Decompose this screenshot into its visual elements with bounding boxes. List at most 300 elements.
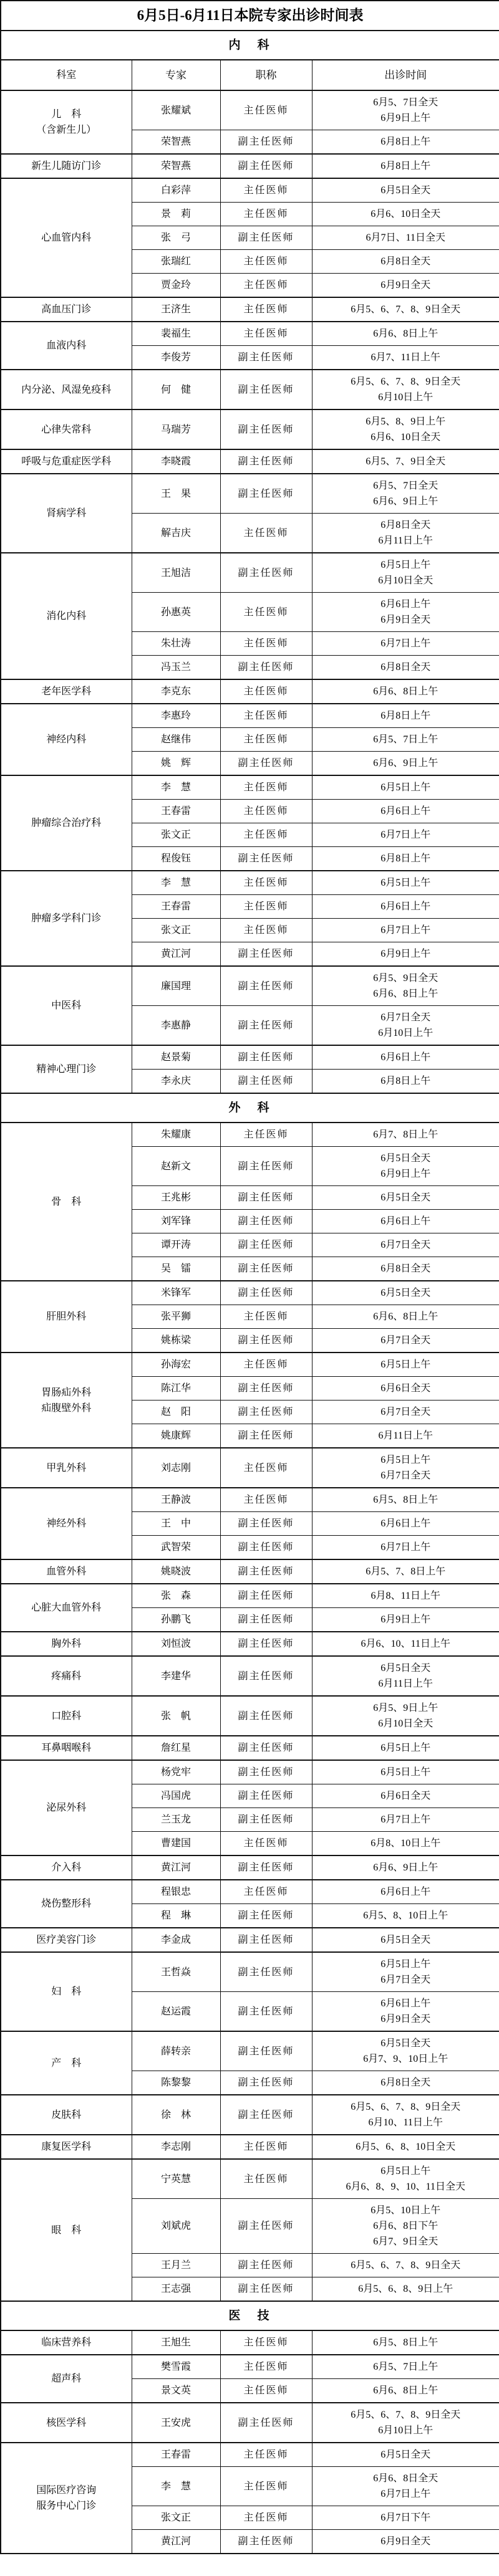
text-line: 皮肤科: [51, 2109, 82, 2120]
visit-time-cell: [312, 1928, 499, 1952]
doctor-rank-cell: 副主任医师: [220, 346, 312, 370]
doctor-name-cell: 王春雷: [132, 800, 220, 823]
department-cell: [1, 704, 132, 775]
text-line: 6月6日上午: [380, 1887, 431, 1897]
doctor-name-cell: 陈黎黎: [132, 2071, 220, 2095]
text-line: 6月5日上午: [380, 782, 431, 793]
doctor-name-cell: 刘恒波: [132, 1632, 220, 1656]
doctor-rank-cell: 副主任医师: [220, 130, 312, 155]
doctor-name-cell: 黄江河: [132, 1855, 220, 1880]
doctor-row: [1, 1488, 499, 1512]
text-line: 6月10日全天: [378, 1718, 434, 1729]
text-line: 6月8、11日上午: [371, 1591, 440, 1601]
text-line: 6月5、6、7、8、9日全天: [351, 2260, 461, 2271]
doctor-name-cell: 廉国理: [132, 966, 220, 1006]
visit-time-cell: [312, 593, 499, 632]
text-line: 6月8日全天: [380, 256, 431, 267]
text-line: 6月5日上午: [380, 1767, 431, 1778]
doctor-rank-cell: 副主任医师: [220, 1257, 312, 1281]
doctor-name-cell: 姚栋梁: [132, 1329, 220, 1353]
doctor-row: [1, 2031, 499, 2071]
visit-time-cell: [312, 1855, 499, 1880]
doctor-rank-cell: 主任医师: [220, 1488, 312, 1512]
text-line: 6月7日全天: [380, 1012, 431, 1023]
doctor-row: [1, 1952, 499, 1992]
doctor-name-cell: 荣智燕: [132, 154, 220, 178]
doctor-row: [1, 2159, 499, 2199]
visit-time-cell: [312, 90, 499, 130]
section-header: 医 技: [1, 2301, 499, 2330]
doctor-name-cell: 张 帆: [132, 1696, 220, 1736]
column-header: 出诊时间: [312, 60, 499, 90]
text-line: 6月10日上午: [378, 1028, 434, 1038]
text-line: 烧伤整形科: [41, 1898, 92, 1909]
visit-time-cell: [312, 775, 499, 800]
doctor-rank-cell: 副主任医师: [220, 1329, 312, 1353]
doctor-name-cell: 张耀斌: [132, 90, 220, 130]
text-line: 介入科: [51, 1862, 82, 1873]
visit-time-cell: [312, 1353, 499, 1377]
text-line: 医疗美容门诊: [36, 1935, 97, 1945]
visit-time-cell: [312, 1377, 499, 1401]
department-cell: [1, 2355, 132, 2403]
visit-time-cell: [312, 2277, 499, 2302]
doctor-row: [1, 178, 499, 203]
doctor-name-cell: 王安虎: [132, 2403, 220, 2443]
visit-time-cell: [312, 203, 499, 226]
text-line: 6月6、10日全天: [371, 209, 441, 219]
text-line: 胸外科: [51, 1639, 82, 1649]
text-line: 6月6、8日下午: [373, 2221, 438, 2231]
doctor-rank-cell: 主任医师: [220, 823, 312, 847]
text-line: 高血压门诊: [41, 304, 92, 315]
doctor-rank-cell: 主任医师: [220, 632, 312, 656]
visit-time-cell: [312, 1401, 499, 1424]
doctor-name-cell: 朱壮涛: [132, 632, 220, 656]
text-line: 消化内科: [46, 611, 87, 621]
department-cell: [1, 2403, 132, 2443]
doctor-row: [1, 90, 499, 130]
doctor-name-cell: 李 慧: [132, 871, 220, 895]
visit-time-cell: [312, 847, 499, 871]
doctor-name-cell: 刘斌虎: [132, 2199, 220, 2254]
doctor-rank-cell: 主任医师: [220, 178, 312, 203]
text-line: 6月9日上午: [380, 1614, 431, 1625]
doctor-rank-cell: 主任医师: [220, 1123, 312, 1147]
doctor-rank-cell: 主任医师: [220, 1353, 312, 1377]
visit-time-cell: [312, 409, 499, 449]
doctor-name-cell: 孙惠英: [132, 593, 220, 632]
department-cell: [1, 1353, 132, 1448]
visit-time-cell: [312, 1736, 499, 1760]
visit-time-cell: [312, 1186, 499, 1210]
text-line: 6月6、8日上午: [373, 2385, 438, 2396]
doctor-row: [1, 775, 499, 800]
text-line: 眼 科: [51, 2224, 82, 2236]
visit-time-cell: [312, 2199, 499, 2254]
visit-time-cell: [312, 1210, 499, 1233]
visit-time-cell: [312, 1070, 499, 1094]
visit-time-cell: [312, 1448, 499, 1488]
department-cell: [1, 2159, 132, 2301]
doctor-rank-cell: 主任医师: [220, 203, 312, 226]
department-cell: [1, 2095, 132, 2135]
visit-time-cell: [312, 656, 499, 680]
text-line: 6月5、7日上午: [373, 2362, 438, 2372]
text-line: 6月9日上午: [380, 949, 431, 959]
doctor-name-cell: 李永庆: [132, 1070, 220, 1094]
doctor-name-cell: 张文正: [132, 919, 220, 942]
doctor-name-cell: 姚康辉: [132, 1424, 220, 1448]
visit-time-cell: [312, 178, 499, 203]
department-cell: [1, 1696, 132, 1736]
doctor-name-cell: 张平狮: [132, 1305, 220, 1329]
department-cell: [1, 966, 132, 1045]
doctor-rank-cell: 副主任医师: [220, 2403, 312, 2443]
text-line: 6月8日上午: [380, 853, 431, 864]
department-cell: [1, 474, 132, 553]
text-line: 6月7、11日上午: [371, 352, 440, 363]
text-line: 6月5、8日上午: [373, 1495, 438, 1505]
doctor-name-cell: 王 中: [132, 1512, 220, 1536]
doctor-name-cell: 李惠玲: [132, 704, 220, 728]
visit-time-cell: [312, 2530, 499, 2554]
text-line: 6月10日上午: [378, 2425, 434, 2436]
department-cell: [1, 1632, 132, 1656]
text-line: 6月5、10日上午: [371, 2205, 441, 2216]
text-line: 6月6日上午: [380, 901, 431, 912]
visit-time-cell: [312, 2443, 499, 2467]
doctor-rank-cell: 主任医师: [220, 895, 312, 919]
text-line: 6月11日上午: [378, 535, 433, 546]
text-line: 心脏大血管外科: [31, 1602, 102, 1613]
doctor-name-cell: 赵 阳: [132, 1401, 220, 1424]
visit-time-cell: [312, 2330, 499, 2355]
visit-time-cell: [312, 1808, 499, 1832]
text-line: （含新生儿）: [36, 125, 97, 135]
visit-time-cell: [312, 942, 499, 967]
department-cell: [1, 449, 132, 474]
visit-time-cell: [312, 1880, 499, 1904]
department-cell: [1, 2135, 132, 2159]
visit-time-cell: [312, 226, 499, 250]
text-line: 6月5日全天: [380, 185, 431, 196]
doctor-name-cell: 王济生: [132, 297, 220, 322]
doctor-rank-cell: 副主任医师: [220, 1377, 312, 1401]
department-cell: [1, 2031, 132, 2095]
department-cell: [1, 1760, 132, 1855]
text-line: 6月11日上午: [378, 1430, 433, 1441]
doctor-row: [1, 1736, 499, 1760]
doctor-name-cell: 李志刚: [132, 2135, 220, 2159]
doctor-rank-cell: 主任医师: [220, 2135, 312, 2159]
visit-time-cell: [312, 2254, 499, 2277]
text-line: 疝腹壁外科: [41, 1402, 92, 1414]
department-cell: [1, 154, 132, 178]
doctor-row: [1, 966, 499, 1006]
doctor-rank-cell: 副主任医师: [220, 1070, 312, 1094]
doctor-name-cell: 兰玉龙: [132, 1808, 220, 1832]
visit-time-cell: [312, 704, 499, 728]
doctor-row: [1, 1632, 499, 1656]
doctor-rank-cell: 主任医师: [220, 1448, 312, 1488]
visit-time-cell: [312, 752, 499, 776]
doctor-rank-cell: 副主任医师: [220, 1147, 312, 1186]
doctor-name-cell: 李俊芳: [132, 346, 220, 370]
text-line: 超声科: [51, 2373, 82, 2384]
doctor-rank-cell: 副主任医师: [220, 1608, 312, 1632]
visit-time-cell: [312, 154, 499, 178]
doctor-name-cell: 景 莉: [132, 203, 220, 226]
doctor-row: [1, 704, 499, 728]
visit-time-cell: [312, 823, 499, 847]
doctor-rank-cell: 主任医师: [220, 250, 312, 274]
text-line: 6月5日全天: [380, 1192, 431, 1203]
doctor-name-cell: 曹建国: [132, 1832, 220, 1856]
doctor-row: [1, 1584, 499, 1608]
text-line: 6月5、6、7、8、9日全天: [351, 304, 461, 315]
text-line: 6月6、8日上午: [373, 686, 438, 697]
visit-time-cell: [312, 1257, 499, 1281]
department-cell: [1, 1952, 132, 2031]
text-line: 泌尿外科: [46, 1803, 87, 1813]
doctor-rank-cell: 主任医师: [220, 1832, 312, 1856]
doctor-rank-cell: 副主任医师: [220, 1281, 312, 1305]
visit-time-cell: [312, 1632, 499, 1656]
doctor-name-cell: 詹红星: [132, 1736, 220, 1760]
text-line: 6月9日全天: [380, 2536, 431, 2547]
department-cell: [1, 1584, 132, 1632]
department-cell: [1, 1488, 132, 1559]
text-line: 心血管内科: [41, 232, 92, 243]
visit-time-cell: [312, 1123, 499, 1147]
visit-time-cell: [312, 514, 499, 553]
doctor-name-cell: 李 慧: [132, 2467, 220, 2506]
doctor-name-cell: 谭开涛: [132, 1233, 220, 1257]
text-line: 6月6、9日上午: [373, 758, 438, 768]
doctor-rank-cell: 主任医师: [220, 871, 312, 895]
doctor-name-cell: 贾金玲: [132, 274, 220, 298]
doctor-name-cell: 解吉庆: [132, 514, 220, 553]
visit-time-cell: [312, 1904, 499, 1928]
doctor-row: [1, 322, 499, 346]
text-line: 血液内科: [46, 340, 87, 351]
text-line: 中医科: [51, 1000, 82, 1011]
page-title: 6月5日-6月11日本院专家出诊时间表: [1, 1, 499, 31]
visit-time-cell: [312, 1832, 499, 1856]
visit-time-cell: [312, 274, 499, 298]
doctor-name-cell: 冯国虎: [132, 1784, 220, 1808]
text-line: 6月7日下午: [380, 2512, 431, 2523]
text-line: 6月6日上午: [380, 599, 431, 610]
doctor-row: [1, 154, 499, 178]
doctor-name-cell: 王志强: [132, 2277, 220, 2302]
doctor-rank-cell: 副主任医师: [220, 966, 312, 1006]
text-line: 6月5日全天: [380, 1288, 431, 1298]
text-line: 6月5、9日上午: [373, 1703, 438, 1713]
section-header: 内 科: [1, 31, 499, 60]
text-line: 6月5日上午: [380, 878, 431, 888]
text-line: 康复医学科: [41, 2142, 92, 2152]
doctor-rank-cell: 主任医师: [220, 2506, 312, 2530]
doctor-name-cell: 裴福生: [132, 322, 220, 346]
text-line: 6月8日全天: [380, 520, 431, 530]
visit-time-cell: [312, 553, 499, 593]
doctor-name-cell: 赵运霞: [132, 1992, 220, 2032]
text-line: 6月6日上午: [380, 1052, 431, 1063]
doctor-row: [1, 449, 499, 474]
doctor-row: [1, 2095, 499, 2135]
text-line: 6月6、9日上午: [373, 1862, 438, 1873]
text-line: 6月5、8日上午: [373, 2337, 438, 2348]
visit-time-cell: [312, 2355, 499, 2379]
text-line: 6月6日全天: [380, 1791, 431, 1801]
doctor-name-cell: 赵继伟: [132, 728, 220, 752]
doctor-row: [1, 1281, 499, 1305]
text-line: 6月5日上午: [380, 1455, 431, 1465]
section-header: 外 科: [1, 1093, 499, 1123]
doctor-row: [1, 474, 499, 514]
visit-time-cell: [312, 2135, 499, 2159]
text-line: 精神心理门诊: [36, 1064, 97, 1075]
visit-time-cell: [312, 2467, 499, 2506]
doctor-name-cell: 张 森: [132, 1584, 220, 1608]
visit-time-cell: [312, 1329, 499, 1353]
doctor-rank-cell: 主任医师: [220, 800, 312, 823]
visit-time-cell: [312, 370, 499, 409]
doctor-rank-cell: 副主任医师: [220, 2095, 312, 2135]
visit-time-cell: [312, 2403, 499, 2443]
text-line: 6月5日上午: [380, 560, 431, 570]
visit-time-cell: [312, 1233, 499, 1257]
visit-time-cell: [312, 1045, 499, 1070]
visit-time-cell: [312, 1305, 499, 1329]
doctor-rank-cell: 副主任医师: [220, 2254, 312, 2277]
text-line: 6月8日全天: [380, 1263, 431, 1274]
department-cell: [1, 1281, 132, 1353]
department-cell: [1, 2443, 132, 2554]
text-line: 6月5日上午: [380, 1743, 431, 1753]
column-header: 科室: [1, 60, 132, 90]
doctor-rank-cell: 副主任医师: [220, 1584, 312, 1608]
text-line: 产 科: [51, 2057, 82, 2069]
text-line: 6月6、8日上午: [373, 328, 438, 339]
text-line: 6月8日上午: [380, 711, 431, 721]
doctor-rank-cell: 副主任医师: [220, 1696, 312, 1736]
doctor-rank-cell: 副主任医师: [220, 474, 312, 514]
visit-time-cell: [312, 1147, 499, 1186]
doctor-name-cell: 张文正: [132, 823, 220, 847]
text-line: 国际医疗咨询: [36, 2485, 97, 2496]
text-line: 6月7、9日全天: [373, 2236, 438, 2247]
visit-time-cell: [312, 130, 499, 155]
visit-time-cell: [312, 2095, 499, 2135]
text-line: 临床营养科: [41, 2337, 92, 2348]
doctor-rank-cell: 主任医师: [220, 593, 312, 632]
doctor-rank-cell: 主任医师: [220, 90, 312, 130]
doctor-rank-cell: 副主任医师: [220, 226, 312, 250]
doctor-rank-cell: 副主任医师: [220, 2530, 312, 2554]
visit-time-cell: [312, 919, 499, 942]
text-line: 肿瘤综合治疗科: [31, 818, 102, 828]
text-line: 6月5、8、10日上午: [363, 1910, 448, 1921]
text-line: 肿瘤多学科门诊: [31, 913, 102, 924]
visit-time-cell: [312, 1424, 499, 1448]
doctor-rank-cell: 主任医师: [220, 1305, 312, 1329]
visit-time-cell: [312, 1512, 499, 1536]
department-cell: [1, 297, 132, 322]
doctor-name-cell: 荣智燕: [132, 130, 220, 155]
visit-time-cell: [312, 895, 499, 919]
text-line: 6月8日全天: [380, 2077, 431, 2088]
doctor-name-cell: 王月兰: [132, 2254, 220, 2277]
doctor-name-cell: 马瑞芳: [132, 409, 220, 449]
doctor-row: [1, 1045, 499, 1070]
visit-time-cell: [312, 966, 499, 1006]
doctor-rank-cell: 主任医师: [220, 2467, 312, 2506]
section-row: [1, 31, 499, 60]
doctor-name-cell: 刘志刚: [132, 1448, 220, 1488]
doctor-row: [1, 409, 499, 449]
doctor-rank-cell: 副主任医师: [220, 154, 312, 178]
visit-time-cell: [312, 449, 499, 474]
doctor-name-cell: 王静波: [132, 1488, 220, 1512]
department-cell: [1, 1123, 132, 1281]
doctor-name-cell: 李晓霞: [132, 449, 220, 474]
text-line: 6月5日上午: [380, 2166, 431, 2176]
visit-time-cell: [312, 1992, 499, 2032]
visit-time-cell: [312, 2031, 499, 2071]
department-cell: [1, 1448, 132, 1488]
text-line: 疼痛科: [51, 1670, 82, 1682]
doctor-rank-cell: 副主任医师: [220, 942, 312, 967]
doctor-rank-cell: 副主任医师: [220, 656, 312, 680]
text-line: 6月8日全天: [380, 662, 431, 673]
department-cell: [1, 1559, 132, 1584]
text-line: 6月7日全天: [380, 1240, 431, 1250]
doctor-rank-cell: 主任医师: [220, 704, 312, 728]
doctor-rank-cell: 副主任医师: [220, 1045, 312, 1070]
doctor-name-cell: 薛转亲: [132, 2031, 220, 2071]
doctor-name-cell: 米锋军: [132, 1281, 220, 1305]
doctor-rank-cell: 副主任医师: [220, 1536, 312, 1560]
doctor-row: [1, 2330, 499, 2355]
doctor-row: [1, 2443, 499, 2467]
doctor-rank-cell: 副主任医师: [220, 847, 312, 871]
doctor-rank-cell: 主任医师: [220, 274, 312, 298]
text-line: 儿 科: [51, 109, 82, 120]
text-line: 6月10日上午: [378, 392, 434, 403]
doctor-name-cell: 杨党牢: [132, 1760, 220, 1784]
text-line: 核医学科: [46, 2417, 87, 2428]
department-cell: [1, 409, 132, 449]
text-line: 6月8、10日上午: [371, 1838, 441, 1849]
department-cell: [1, 178, 132, 297]
doctor-rank-cell: 副主任医师: [220, 2071, 312, 2095]
text-line: 6月5、7日全天: [373, 481, 438, 491]
doctor-name-cell: 徐 林: [132, 2095, 220, 2135]
text-line: 6月9日全天: [380, 280, 431, 290]
text-line: 6月5日全天: [380, 1663, 431, 1673]
visit-time-cell: [312, 297, 499, 322]
visit-time-cell: [312, 1952, 499, 1992]
text-line: 6月7日全天: [380, 1335, 431, 1346]
text-line: 6月5、7、8日上午: [366, 1566, 446, 1577]
text-line: 6月5、9日全天: [373, 973, 438, 984]
text-line: 6月5日全天: [380, 2038, 431, 2049]
text-line: 6月6日上午: [380, 1998, 431, 2009]
doctor-name-cell: 何 健: [132, 370, 220, 409]
